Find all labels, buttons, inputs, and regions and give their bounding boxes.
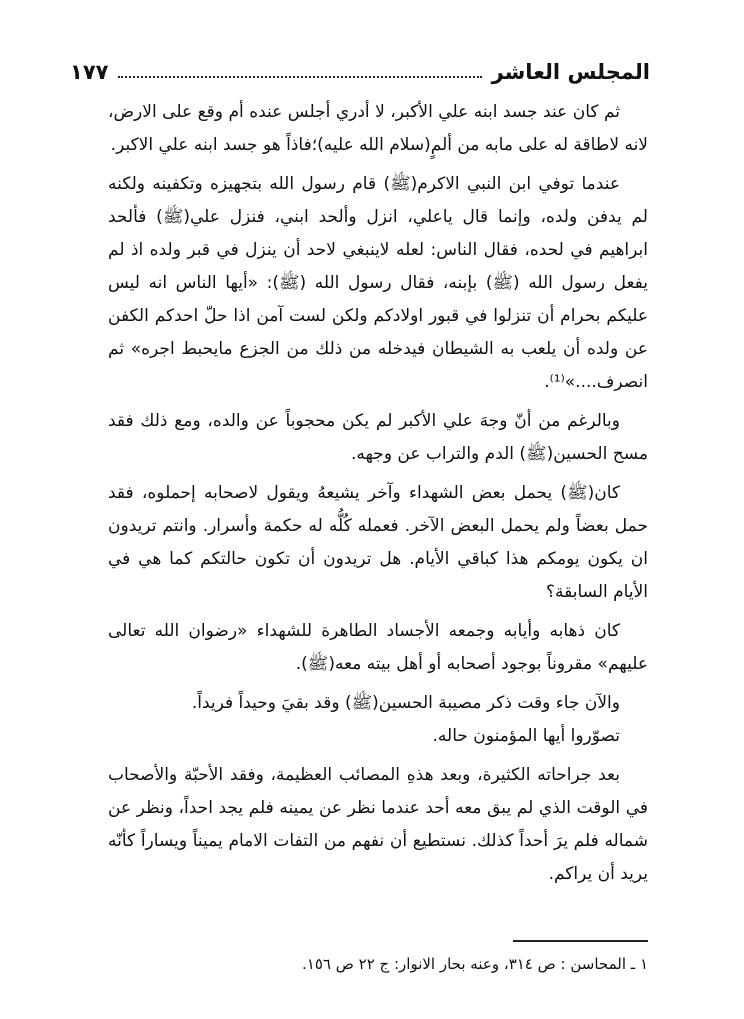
header-dotted-leader [118, 76, 481, 78]
page-header [70, 44, 650, 84]
paragraph: عندما توفي ابن النبي الاكرم(ﷺ) قام رسول الله بتجهيزه وتكفينه ولكنه لم يدفن ولده، وإنما قال ياعلي، انزل وألحد ابني، فنزل علي(ﷺ) فألحد ابراهيم في لحده، فقال الناس: لعله لاينبغي لاحد أن ينزل في قبر ولده اذ لم يفعل رسول الله (ﷺ) بإبنه، فقال رسول الله (ﷺ): «أيها الناس انه ليس عليكم بحرام أن تنزلوا في قبور اولادكم ولكن لست آمن اذا حلّ احدكم الكفن عن ولده أن يلعب به الشيطان فيدخله من ذلك من الجزع مايحبط اجره» ثم انصرف....»⁽¹⁾. [108, 174, 648, 392]
page-body [108, 96, 648, 897]
paragraph: بعد جراحاته الكثيرة، وبعد هذهِ المصائب العظيمة، وفقد الأحبّة والأصحاب في الوقت الذي لم يبق معه أحد عندما نظر عن يمينه فلم يجد احداً، ونظر عن شماله فلم يرَ أحداً كذلك. نستطيع أن نفهم من التفات الامام يميناً ويساراً كأنّه يريد أن يراكم. [108, 765, 648, 884]
paragraph: وبالرغم من أنّ وجهَ علي الأكبر لم يكن محجوباً عن والده، ومع ذلك فقد مسح الحسين(ﷺ) الدم والتراب عن وجهه. [108, 411, 648, 464]
paragraph: والآن جاء وقت ذكر مصيبة الحسين(ﷺ) وقد بقيَ وحيداً فريداً. [191, 693, 620, 713]
chapter-title: المجلس العاشر [491, 60, 650, 84]
paragraph: كان ذهابه وأيابه وجمعه الأجساد الطاهرة للشهداء «رضوان الله تعالى عليهم» مقروناً بوجود أصحابه أو أهل بيته معه(ﷺ). [108, 621, 648, 674]
paragraph: تصوّروا أيها المؤمنون حاله. [432, 726, 620, 746]
paragraph: كان(ﷺ) يحمل بعض الشهداء وآخر يشيعهُ ويقول لاصحابه إحملوه، فقد حمل بعضاً ولم يحمل البعض الآخر. فعمله كُلُّه له حكمة وأسرار. وانتم تريدون ان يكون يومكم هذا كباقي الأيام. هل تريدون أن تكون حالتكم كما هي في الأيام السابقة؟ [108, 483, 648, 602]
page-number: ١٧٧ [70, 60, 109, 84]
footnote: ١ ـ المحاسن : ص ٣١٤، وعنه بحار الانوار: ج ٢٢ ص ١٥٦. [302, 955, 648, 973]
paragraph: ثم كان عند جسد ابنه علي الأكبر، لا أدري أجلس عنده أم وقع على الارض، لانه لاطاقة له على مابه من ألمٍ(سلام الله عليه)؛فاذاً هو جسد ابنه علي الاكبر. [108, 102, 648, 155]
footnote-separator [513, 940, 648, 942]
